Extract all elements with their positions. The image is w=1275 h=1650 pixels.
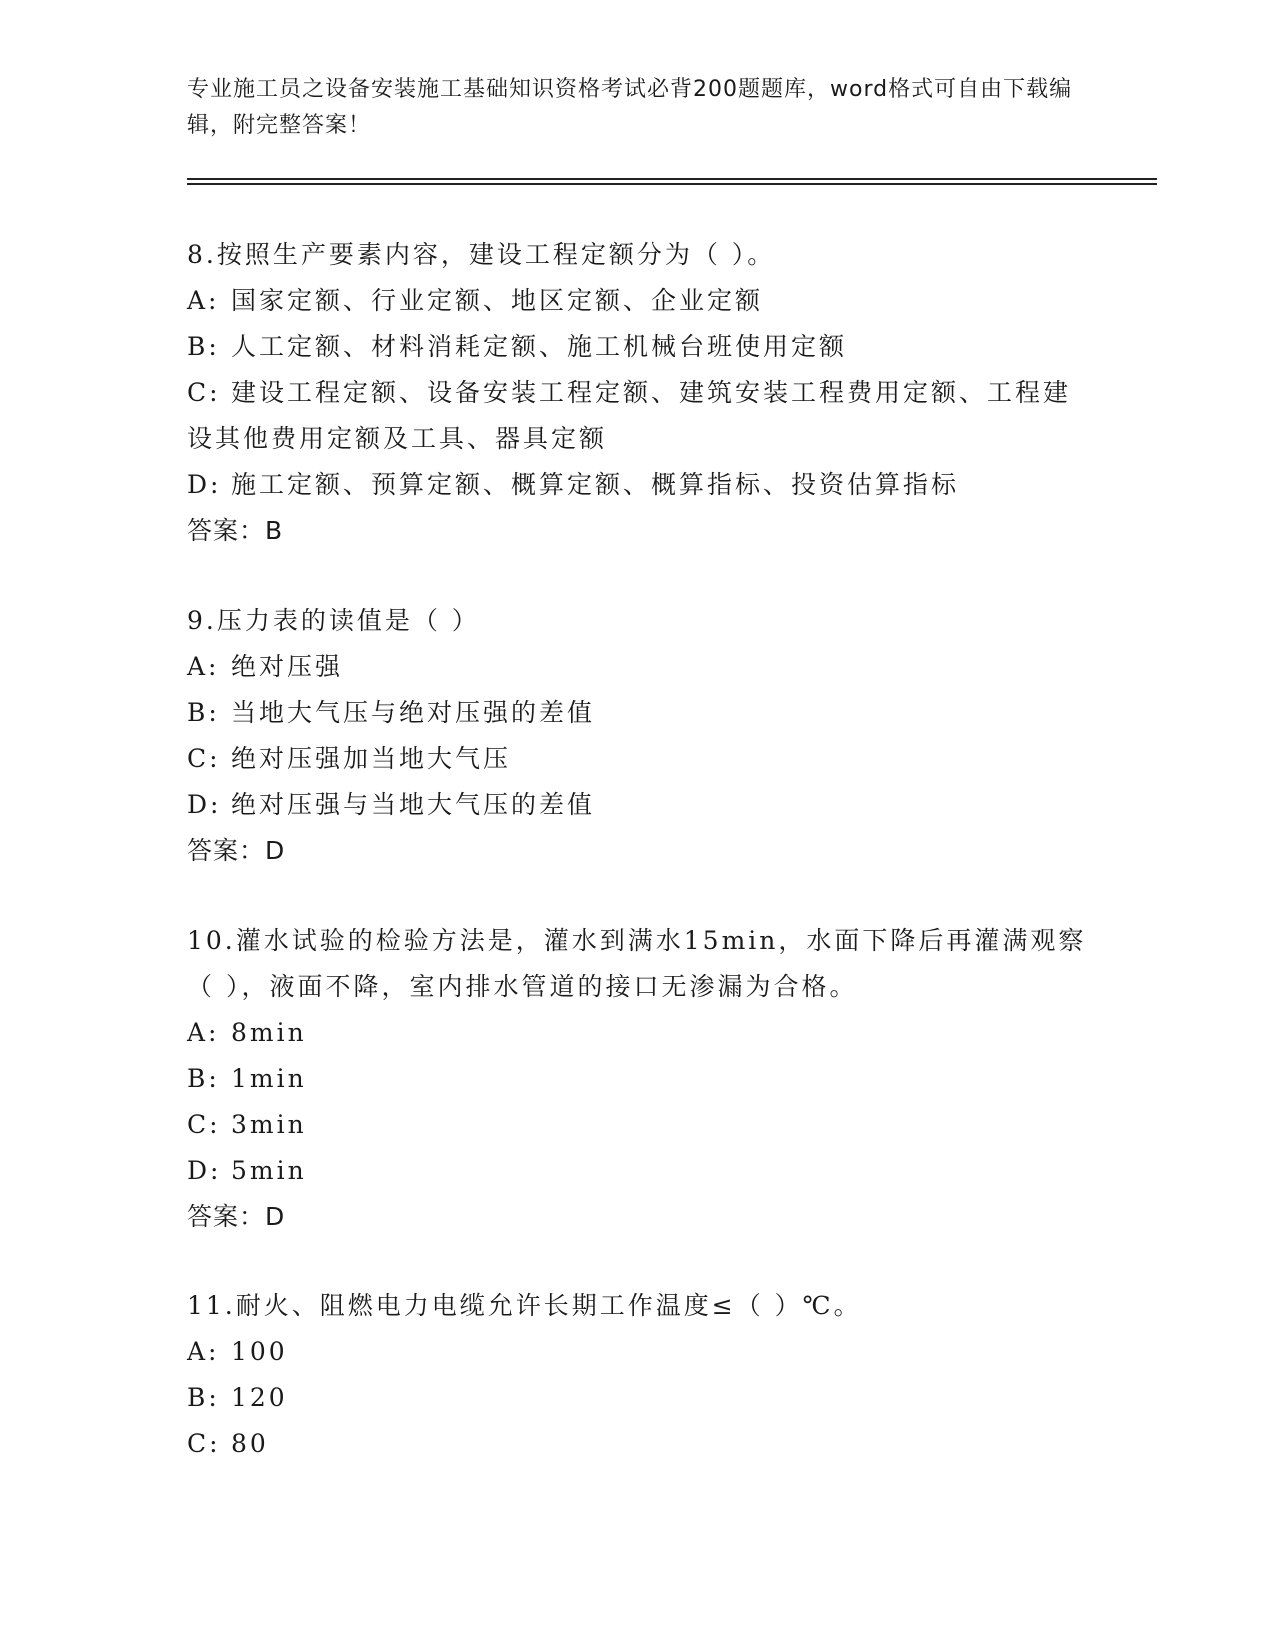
option-b — [187, 690, 1087, 736]
header-divider-top — [187, 178, 1157, 180]
option-label: C: — [187, 1110, 221, 1139]
header-divider-bottom — [187, 183, 1157, 185]
question-11 — [187, 1283, 1087, 1467]
option-text: 5min — [231, 1156, 307, 1185]
option-label: C: — [187, 1429, 221, 1458]
option-a — [187, 1010, 1087, 1056]
option-label: A: — [187, 652, 220, 681]
option-text: 建设工程定额、设备安装工程定额、建筑安装工程费用定额、工程建设其他费用定额及工具、器具定额 — [187, 378, 1072, 453]
option-b — [187, 1375, 1087, 1421]
option-label: B: — [187, 1383, 220, 1412]
option-text: 人工定额、材料消耗定额、施工机械台班使用定额 — [231, 332, 848, 361]
option-b — [187, 1056, 1087, 1102]
question-text: 10.灌水试验的检验方法是，灌水到满水15min，水面下降后再灌满观察（ ），液面不降，室内排水管道的接口无渗漏为合格。 — [187, 926, 1087, 1001]
option-text: 3min — [231, 1110, 307, 1139]
option-text: 绝对压强 — [231, 652, 344, 681]
option-text: 120 — [231, 1383, 288, 1412]
option-label: D: — [187, 790, 222, 819]
answer: 答案：D — [187, 1202, 286, 1231]
option-text: 施工定额、预算定额、概算定额、概算指标、投资估算指标 — [231, 470, 960, 499]
option-text: 绝对压强加当地大气压 — [231, 744, 512, 773]
question-9 — [187, 598, 1087, 874]
option-text: 8min — [231, 1018, 307, 1047]
option-a — [187, 278, 1087, 324]
answer: 答案：B — [187, 516, 284, 545]
option-label: B: — [187, 698, 220, 727]
option-label: B: — [187, 332, 220, 361]
option-c — [187, 1102, 1087, 1148]
option-d — [187, 1148, 1087, 1194]
option-a — [187, 644, 1087, 690]
option-c — [187, 1421, 1087, 1467]
option-d — [187, 462, 1087, 508]
option-label: A: — [187, 286, 220, 315]
option-b — [187, 324, 1087, 370]
option-text: 国家定额、行业定额、地区定额、企业定额 — [231, 286, 764, 315]
option-label: A: — [187, 1018, 220, 1047]
option-label: A: — [187, 1337, 220, 1366]
option-label: C: — [187, 744, 221, 773]
option-d — [187, 782, 1087, 828]
option-label: D: — [187, 470, 222, 499]
option-label: C: — [187, 378, 221, 407]
question-10 — [187, 918, 1087, 1240]
option-c — [187, 370, 1087, 462]
option-text: 1min — [231, 1064, 307, 1093]
option-c — [187, 736, 1087, 782]
answer: 答案：D — [187, 836, 286, 865]
option-label: D: — [187, 1156, 222, 1185]
option-label: B: — [187, 1064, 220, 1093]
question-8 — [187, 232, 1087, 554]
document-header: 专业施工员之设备安装施工基础知识资格考试必背200题题库，word格式可自由下载编辑，附完整答案！ — [187, 77, 1073, 138]
question-text: 8.按照生产要素内容，建设工程定额分为（ ）。 — [187, 240, 776, 269]
option-text: 80 — [231, 1429, 269, 1458]
option-a — [187, 1329, 1087, 1375]
option-text: 当地大气压与绝对压强的差值 — [231, 698, 596, 727]
question-text: 11.耐火、阻燃电力电缆允许长期工作温度≤（ ）℃。 — [187, 1291, 862, 1320]
question-text: 9.压力表的读值是（ ） — [187, 606, 480, 635]
option-text: 100 — [231, 1337, 288, 1366]
option-text: 绝对压强与当地大气压的差值 — [231, 790, 596, 819]
